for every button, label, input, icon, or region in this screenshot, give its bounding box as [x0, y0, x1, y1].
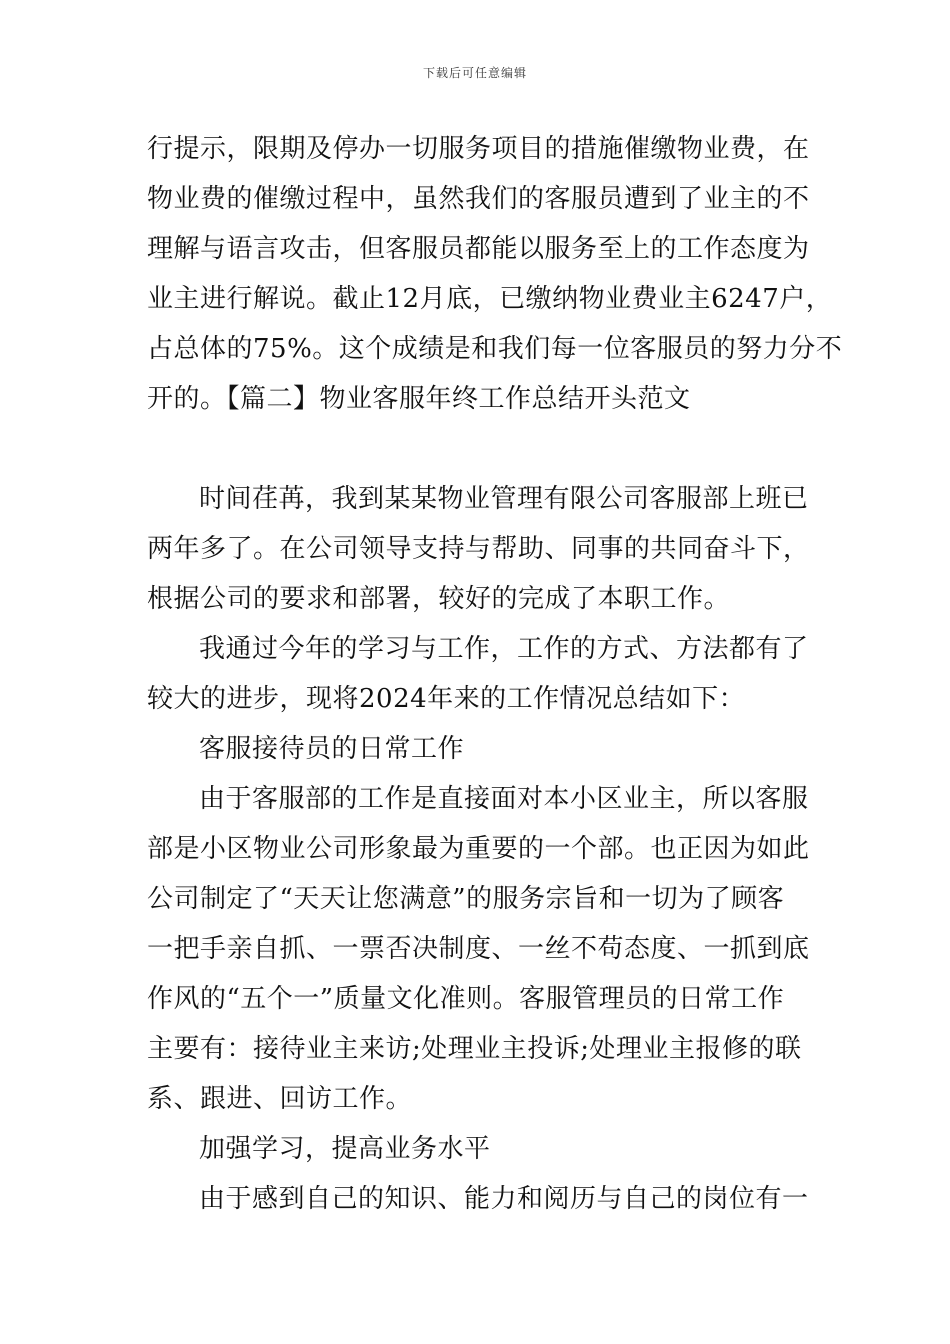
section-heading-line: 开的。【篇二】物业客服年终工作总结开头范文 [147, 384, 691, 414]
text-line: 较大的进步，现将2024年来的工作情况总结如下： [147, 684, 746, 714]
text-line: 理解与语言攻击，但客服员都能以服务至上的工作态度为 [147, 234, 810, 264]
paragraph-start: 由于客服部的工作是直接面对本小区业主，所以客服 [199, 784, 809, 814]
subheading: 客服接待员的日常工作 [199, 734, 465, 764]
text-line: 根据公司的要求和部署，较好的完成了本职工作。 [147, 584, 731, 614]
page-header: 下载后可任意编辑 [422, 66, 527, 80]
paragraph-gap [147, 424, 807, 474]
text-line: 占总体的75%。这个成绩是和我们每一位客服员的努力分不 [147, 334, 843, 364]
text-line: 系、跟进、回访工作。 [147, 1084, 413, 1114]
paragraph-start: 我通过今年的学习与工作，工作的方式、方法都有了 [199, 634, 809, 664]
paragraph-start: 时间荏苒，我到某某物业管理有限公司客服部上班已 [199, 484, 809, 514]
text-line: 物业费的催缴过程中，虽然我们的客服员遭到了业主的不 [147, 184, 810, 214]
text-line: 公司制定了“天天让您满意”的服务宗旨和一切为了顾客 [147, 884, 785, 914]
document-body [147, 124, 843, 1224]
subheading: 加强学习，提高业务水平 [199, 1134, 491, 1164]
text-line: 作风的“五个一”质量文化准则。客服管理员的日常工作 [147, 984, 785, 1014]
text-line: 主要有：接待业主来访;处理业主投诉;处理业主报修的联 [147, 1034, 802, 1064]
text-line: 一把手亲自抓、一票否决制度、一丝不苟态度、一抓到底 [147, 934, 810, 964]
text-line: 行提示，限期及停办一切服务项目的措施催缴物业费，在 [147, 134, 810, 164]
text-line: 业主进行解说。截止12月底，已缴纳物业费业主6247户， [147, 284, 833, 314]
text-line: 部是小区物业公司形象最为重要的一个部。也正因为如此 [147, 834, 810, 864]
paragraph-start: 由于感到自己的知识、能力和阅历与自己的岗位有一 [199, 1184, 809, 1214]
text-line: 两年多了。在公司领导支持与帮助、同事的共同奋斗下， [147, 534, 810, 564]
